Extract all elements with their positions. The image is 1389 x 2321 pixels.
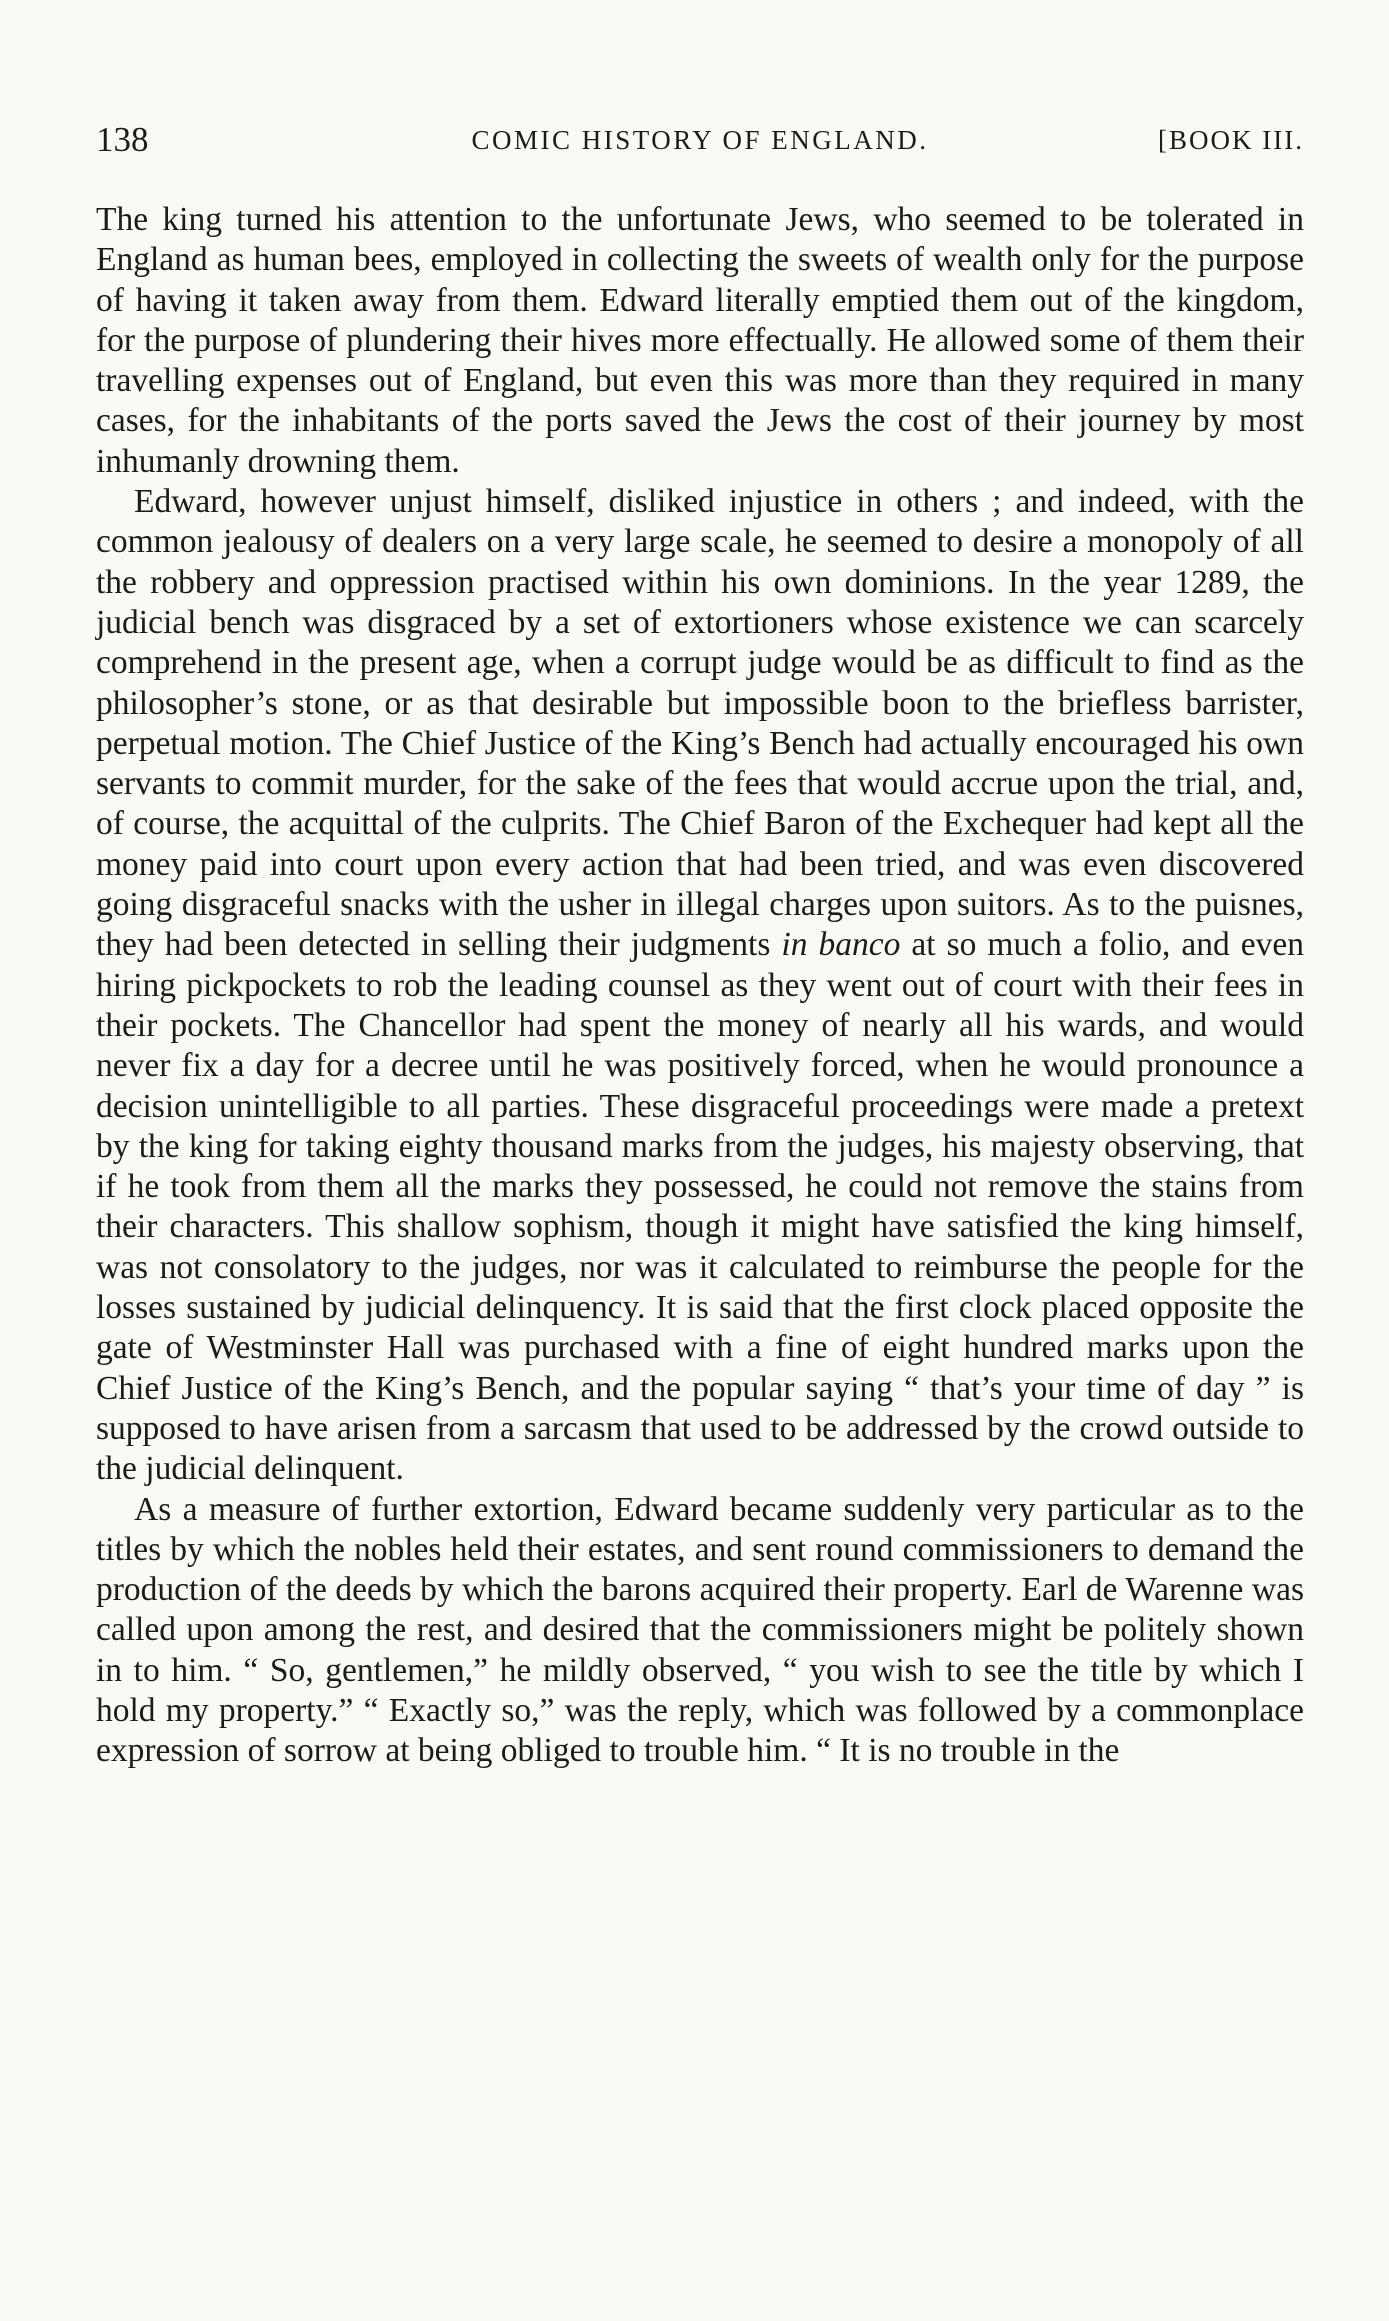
book-marker: [BOOK III. (1158, 125, 1304, 155)
page-number: 138 (96, 120, 149, 159)
paragraph-judges-part-1: Edward, however unjust himself, disliked injustice in others ; and indeed, with the common jealousy of dealers on a very large scale, he seemed to desire a monopoly of all the robbery and oppression practised within his own dominions. In the year 1289, the judicial bench was disgraced by a set of extortioners whose existence we can scarcely comprehend in the present age, when a corrupt judge would be as difficult to find as the philosopher’s stone, or as that desirable but impossible boon to the briefless barrister, perpetual motion. The Chief Justice of the King’s Bench had actually encouraged his own servants to commit murder, for the sake of the fees that would accrue upon the trial, and, of course, the acquittal of the culprits. The Chief Baron of the Exchequer had kept all the money paid into court upon every action that had been tried, and was even discovered going disgraceful snacks with the usher in illegal charges upon suitors. As to the puisnes, they had been detected in selling their judgments (96, 483, 1304, 964)
running-head (96, 118, 1304, 162)
running-title: COMIC HISTORY OF ENGLAND. (471, 125, 929, 155)
body-text (96, 200, 1304, 1772)
latin-phrase: in banco (781, 926, 901, 964)
paragraph-titles: As a measure of further extortion, Edward became suddenly very particular as to the titles by which the nobles held their estates, and sent round commissioners to demand the production of the deeds by which the barons acquired their property. Earl de Warenne was called upon among the rest, and desired that the commissioners might be politely shown in to him. “ So, gentlemen,” he mildly observed, “ you wish to see the title by which I hold my property.” “ Exactly so,” was the reply, which was followed by a commonplace expression of sorrow at being obliged to trouble him. “ It is no trouble in the (96, 1490, 1304, 1770)
paragraph-judges (96, 482, 1304, 1489)
paragraph-jews: The king turned his attention to the unfortunate Jews, who seemed to be tolerated in England as human bees, employed in collecting the sweets of wealth only for the purpose of having it taken away from them. Edward literally emptied them out of the kingdom, for the purpose of plundering their hives more effectually. He allowed some of them their travelling expenses out of England, but even this was more than they required in many cases, for the inhabitants of the ports saved the Jews the cost of their journey by most inhumanly drowning them. (96, 201, 1304, 480)
paragraph-judges-part-2: at so much a folio, and even hiring pickpockets to rob the leading counsel as they went out of court with their fees in their pockets. The Chancellor had spent the money of nearly all his wards, and would never fix a day for a decree until he was positively forced, when he would pronounce a decision unintelligible to all parties. These disgraceful proceedings were made a pretext by the king for taking eighty thousand marks from the judges, his majesty observing, that if he took from them all the marks they possessed, he could not remove the stains from their characters. This shallow sophism, though it might have satisfied the king himself, was not consolatory to the judges, nor was it calculated to reimburse the people for the losses sustained by judicial delinquency. It is said that the first clock placed opposite the gate of Westminster Hall was purchased with a fine of eight hundred marks upon the Chief Justice of the King’s Bench, and the popular saying “ that’s your time of day ” is supposed to have arisen from a sarcasm that used to be addressed by the crowd outside to the judicial delinquent. (96, 926, 1305, 1488)
